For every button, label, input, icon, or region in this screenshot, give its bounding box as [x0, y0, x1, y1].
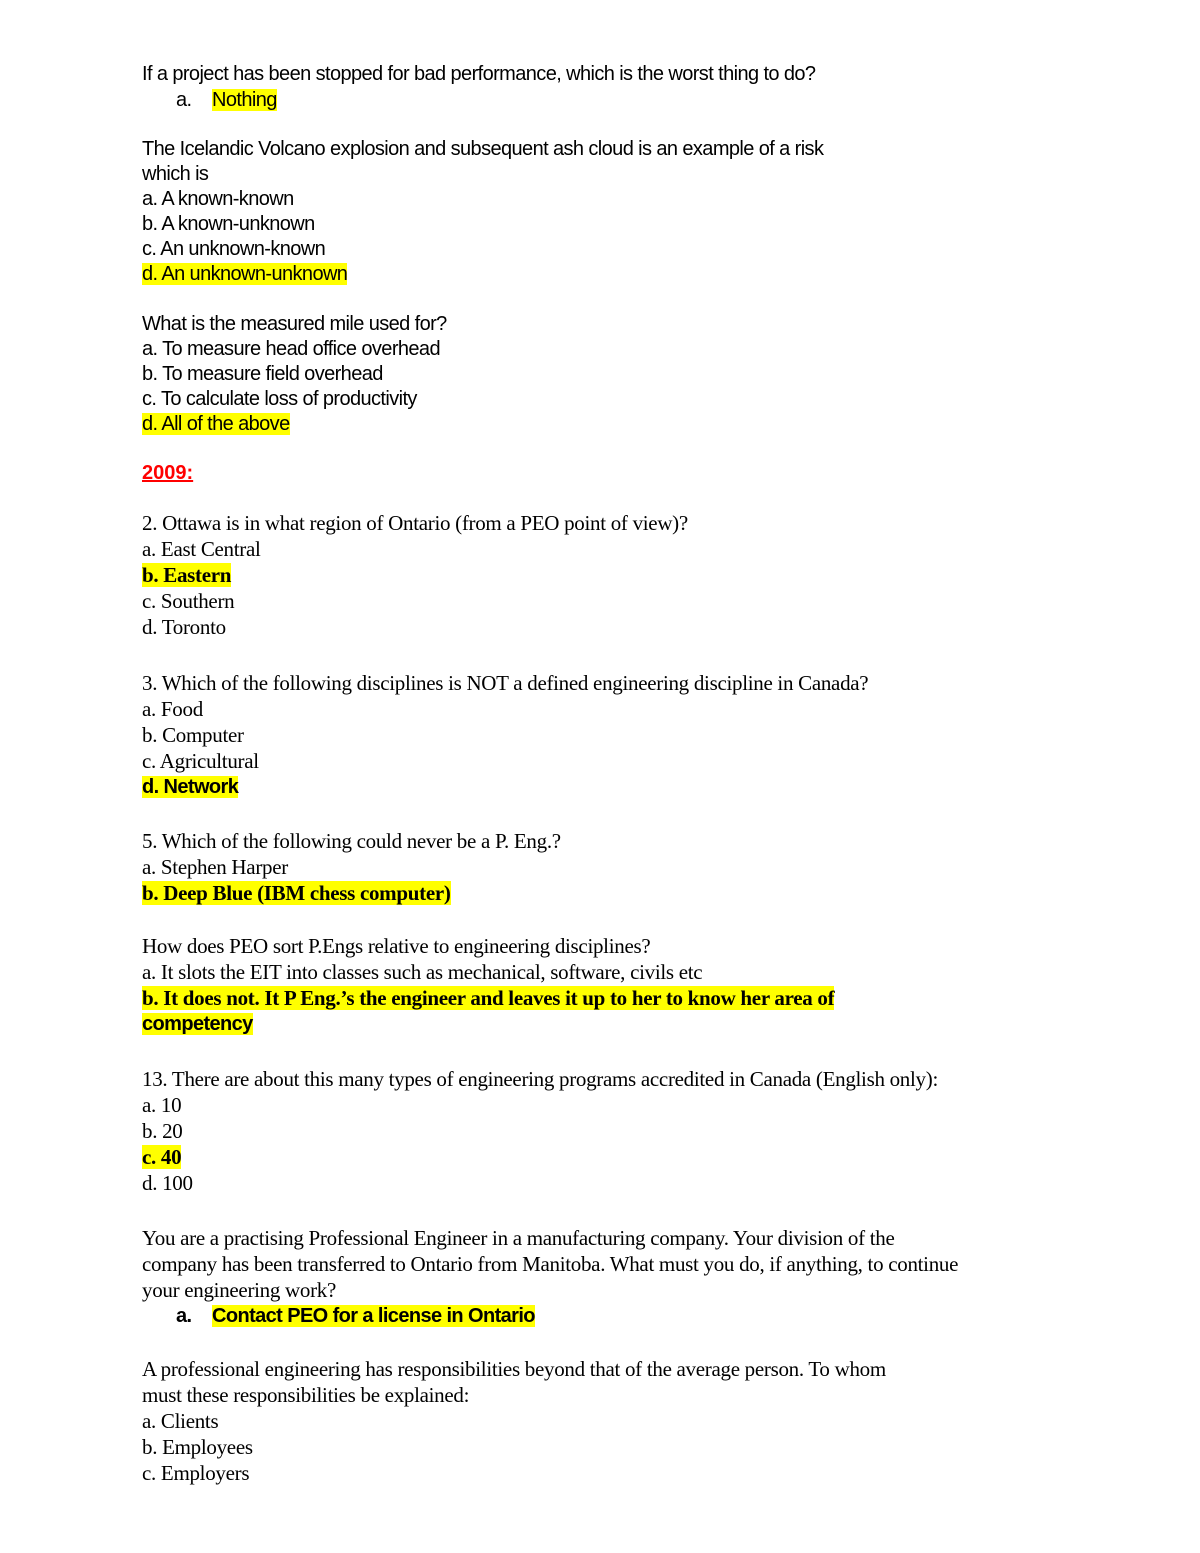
option-a: a. Stephen Harper — [142, 855, 288, 879]
highlighted-answer: competency — [142, 1013, 253, 1035]
question-measured-mile: What is the measured mile used for? — [142, 313, 447, 335]
question-transfer-line2: company has been transferred to Ontario from Manitoba. What must you do, if anything, to continue — [142, 1252, 959, 1276]
option-a: a. Clients — [142, 1409, 219, 1433]
option-c-answer — [142, 1144, 181, 1170]
option-a: a. To measure head office overhead — [142, 338, 440, 360]
highlighted-answer: Contact PEO for a license in Ontario — [212, 1305, 535, 1327]
option-a: a. Food — [142, 697, 203, 721]
answer-transfer — [176, 1303, 535, 1329]
question-13: 13. There are about this many types of engineering programs accredited in Canada (English only): — [142, 1067, 938, 1091]
question-5: 5. Which of the following could never be a P. Eng.? — [142, 829, 561, 853]
highlighted-answer: b. Deep Blue (IBM chess computer) — [142, 881, 451, 905]
question-transfer-line1: You are a practising Professional Engineer in a manufacturing company. Your division of the — [142, 1226, 895, 1250]
question-3: 3. Which of the following disciplines is NOT a defined engineering discipline in Canada? — [142, 671, 869, 695]
highlighted-answer: c. 40 — [142, 1145, 182, 1169]
option-a: a. A known-known — [142, 188, 294, 210]
option-d-answer — [142, 261, 347, 287]
option-mark: a. — [176, 1305, 192, 1327]
question-2: 2. Ottawa is in what region of Ontario (from a PEO point of view)? — [142, 511, 688, 535]
question-responsibilities-line1: A professional engineering has responsibilities beyond that of the average person. To whom — [142, 1357, 886, 1381]
option-b-answer-line1 — [142, 985, 834, 1011]
question-transfer-line3: your engineering work? — [142, 1278, 336, 1302]
answer-stopped-project — [176, 87, 277, 113]
option-c: c. To calculate loss of productivity — [142, 388, 417, 410]
option-d-answer — [142, 774, 238, 800]
option-b-answer-line2 — [142, 1011, 253, 1037]
highlighted-answer: b. Eastern — [142, 563, 232, 587]
question-stopped-project: If a project has been stopped for bad performance, which is the worst thing to do? — [142, 63, 816, 85]
option-c: c. Employers — [142, 1461, 250, 1485]
year-heading: 2009: — [142, 462, 194, 484]
option-a: a. It slots the EIT into classes such as mechanical, software, civils etc — [142, 960, 703, 984]
question-volcano-line1: The Icelandic Volcano explosion and subsequent ash cloud is an example of a risk — [142, 138, 824, 160]
option-b: b. To measure field overhead — [142, 363, 383, 385]
highlighted-answer: Nothing — [212, 89, 277, 111]
highlighted-answer: d. An unknown-unknown — [142, 263, 348, 285]
option-d: d. 100 — [142, 1171, 193, 1195]
option-a: a. East Central — [142, 537, 261, 561]
option-c: c. Agricultural — [142, 749, 259, 773]
option-mark: a. — [176, 89, 192, 111]
option-a: a. 10 — [142, 1093, 182, 1117]
question-responsibilities-line2: must these responsibilities be explained: — [142, 1383, 470, 1407]
option-c: c. An unknown-known — [142, 238, 326, 260]
option-b: b. A known-unknown — [142, 213, 315, 235]
question-volcano-line2: which is — [142, 163, 209, 185]
option-b: b. Computer — [142, 723, 244, 747]
option-b-answer — [142, 562, 231, 588]
highlighted-answer: d. Network — [142, 776, 239, 798]
option-d-answer — [142, 411, 290, 437]
option-d: d. Toronto — [142, 615, 226, 639]
question-sort-disciplines: How does PEO sort P.Engs relative to engineering disciplines? — [142, 934, 651, 958]
option-b: b. Employees — [142, 1435, 253, 1459]
option-c: c. Southern — [142, 589, 235, 613]
option-b: b. 20 — [142, 1119, 183, 1143]
option-b-answer — [142, 880, 451, 906]
highlighted-answer: d. All of the above — [142, 413, 290, 435]
highlighted-answer: b. It does not. It P Eng.’s the engineer and leaves it up to her to know her area of — [142, 986, 835, 1010]
